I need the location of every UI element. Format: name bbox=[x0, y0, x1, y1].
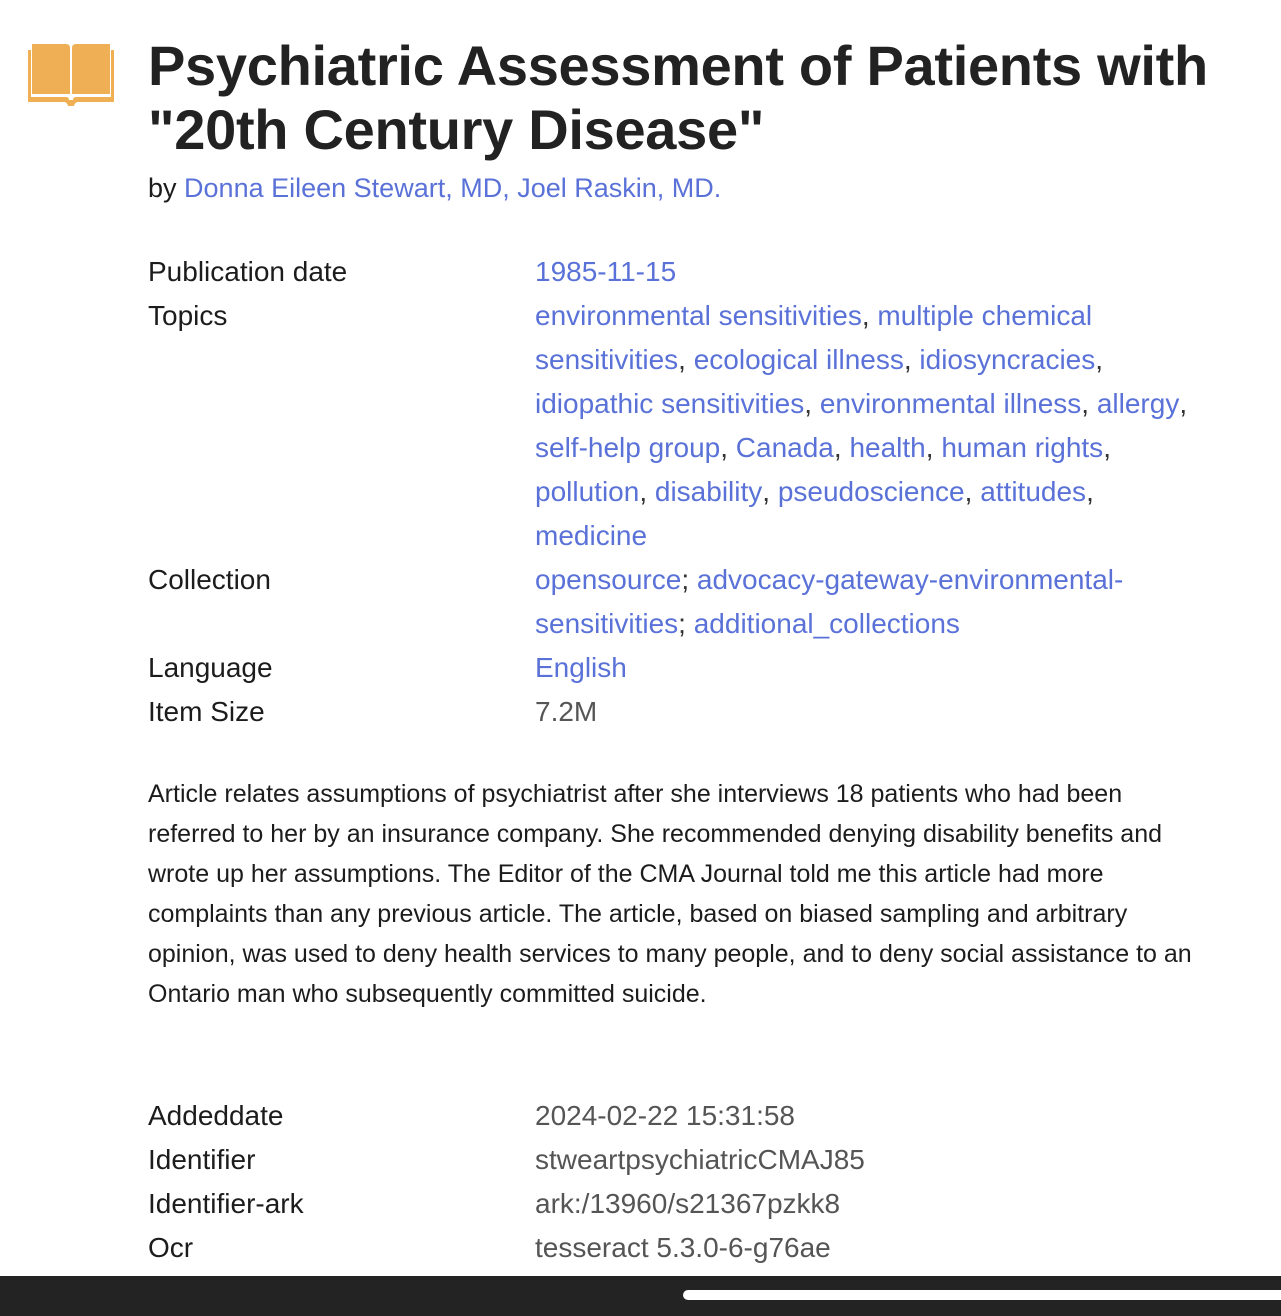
topic-link[interactable]: allergy bbox=[1096, 388, 1180, 419]
metadata-key: Publication date bbox=[148, 256, 348, 287]
metadata-row-identifier-ark bbox=[148, 1182, 1208, 1226]
metadata-key: Identifier-ark bbox=[148, 1188, 304, 1219]
metadata-row-addeddate bbox=[148, 1094, 1208, 1138]
metadata-key: Topics bbox=[148, 300, 228, 331]
topic-link[interactable]: self-help group bbox=[535, 432, 721, 463]
topic-link[interactable]: ecological illness bbox=[693, 344, 904, 375]
item-description: Article relates assumptions of psychiatrist after she interviews 18 patients who had been referred to her by an insurance company. She recommended denying disability benefits and wrote up her assumptions. The Editor of the CMA Journal told me this article had more complaints than any previous article. The article, based on biased sampling and arbitrary opinion, was used to deny health services to many people, and to deny social assistance to an Ontario man who subsequently committed suicide. bbox=[148, 780, 1192, 1008]
topics-list: environmental sensitivities, multiple chemical sensitivities, ecological illness, idiosyncracies, idiopathic sensitivities, environmental illness, allergy, self-help group, Canada, health, human rights, pollution, disability, pseudoscience, attitudes, medicine bbox=[535, 300, 1188, 551]
home-indicator[interactable] bbox=[683, 1290, 1281, 1300]
metadata-key: Language bbox=[148, 652, 273, 683]
metadata-table bbox=[148, 250, 1208, 734]
collection-link[interactable]: opensource bbox=[535, 564, 682, 595]
topic-link[interactable]: medicine bbox=[535, 520, 648, 551]
topic-link[interactable]: environmental sensitivities bbox=[535, 300, 862, 331]
topic-link[interactable]: pollution bbox=[535, 476, 640, 507]
page-title: Psychiatric Assessment of Patients with "20th Century Disease" bbox=[148, 34, 1208, 161]
metadata-row-topics bbox=[148, 294, 1208, 558]
topic-link[interactable]: attitudes bbox=[980, 476, 1087, 507]
collection-list: opensource; advocacy-gateway-environmental-sensitivities; additional_collections bbox=[535, 564, 1124, 639]
identifier-value: stweartpsychiatricCMAJ85 bbox=[535, 1144, 865, 1175]
addeddate-value: 2024-02-22 15:31:58 bbox=[535, 1100, 795, 1131]
identifier-ark-value: ark:/13960/s21367pzkk8 bbox=[535, 1188, 841, 1219]
topic-link[interactable]: idiosyncracies bbox=[919, 344, 1096, 375]
metadata-key: Addeddate bbox=[148, 1100, 284, 1131]
topic-link[interactable]: multiple chemical sensitivities bbox=[535, 300, 1093, 375]
byline-prefix: by bbox=[148, 173, 177, 203]
metadata-key: Collection bbox=[148, 564, 271, 595]
metadata-row-collection bbox=[148, 558, 1208, 646]
item-size-value: 7.2M bbox=[535, 696, 598, 727]
metadata-row-identifier bbox=[148, 1138, 1208, 1182]
metadata-row-item-size bbox=[148, 690, 1208, 734]
topic-link[interactable]: human rights bbox=[941, 432, 1104, 463]
metadata-key: Ocr bbox=[148, 1232, 194, 1263]
bottom-bar bbox=[0, 1276, 1281, 1316]
collection-link[interactable]: additional_collections bbox=[693, 608, 960, 639]
metadata-row-publication-date bbox=[148, 250, 1208, 294]
open-book-icon bbox=[28, 40, 114, 106]
publication-date-link[interactable]: 1985-11-15 bbox=[535, 256, 677, 287]
ocr-value: tesseract 5.3.0-6-g76ae bbox=[535, 1232, 831, 1263]
language-link[interactable]: English bbox=[535, 652, 627, 683]
topic-link[interactable]: disability bbox=[654, 476, 763, 507]
topic-link[interactable]: environmental illness bbox=[819, 388, 1082, 419]
metadata-key: Item Size bbox=[148, 696, 265, 727]
metadata-row-ocr bbox=[148, 1226, 1208, 1270]
byline bbox=[148, 171, 721, 205]
collection-link[interactable]: advocacy-gateway-environmental-sensitivities bbox=[535, 564, 1124, 639]
author-link[interactable]: Donna Eileen Stewart, MD, Joel Raskin, MD. bbox=[184, 173, 722, 203]
topic-link[interactable]: pseudoscience bbox=[777, 476, 965, 507]
topic-link[interactable]: idiopathic sensitivities bbox=[535, 388, 805, 419]
metadata-row-language bbox=[148, 646, 1208, 690]
topic-link[interactable]: health bbox=[849, 432, 926, 463]
metadata-key: Identifier bbox=[148, 1144, 256, 1175]
extra-metadata-table bbox=[148, 1094, 1208, 1270]
topic-link[interactable]: Canada bbox=[735, 432, 834, 463]
